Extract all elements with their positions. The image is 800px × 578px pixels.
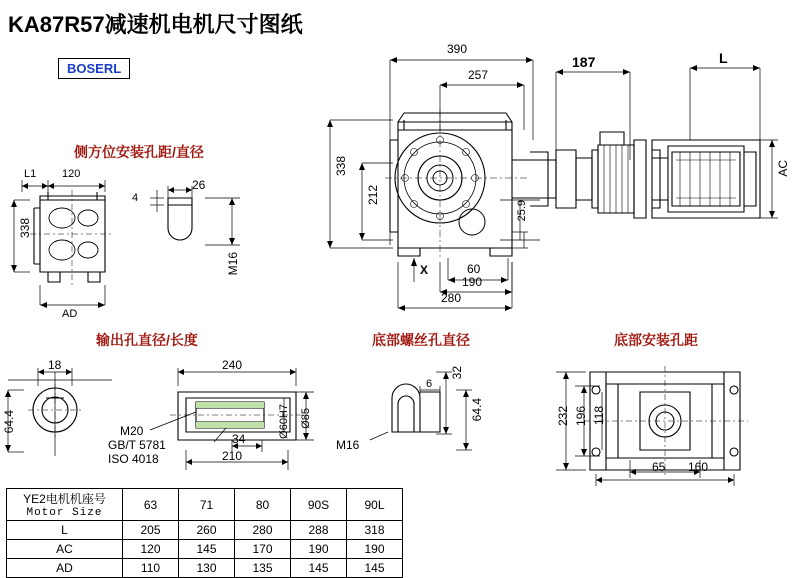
- dim-X: X: [420, 263, 429, 277]
- key-m20: M20: [120, 424, 144, 438]
- row-label: AD: [7, 559, 123, 578]
- row-value: 190: [291, 540, 347, 559]
- dim-338-main: 338: [334, 156, 348, 177]
- dim-L1: L1: [24, 168, 37, 180]
- dim-AD-side: AD: [62, 308, 78, 320]
- row-value: 110: [123, 559, 179, 578]
- dim-338-side: 338: [18, 218, 32, 239]
- size-cell: 90S: [291, 489, 347, 521]
- size-cell: 90L: [347, 489, 403, 521]
- row-value: 145: [347, 559, 403, 578]
- size-cell: 80: [235, 489, 291, 521]
- caption-bottom-screw: 底部螺丝孔直径: [372, 332, 470, 348]
- dim-118: 118: [592, 406, 606, 426]
- dim-65: 65: [652, 460, 666, 474]
- row-value: 130: [179, 559, 235, 578]
- caption-output-bore: 输出孔直径/长度: [96, 332, 198, 348]
- dim-4: 4: [132, 192, 139, 204]
- row-value: 205: [123, 521, 179, 540]
- table-row: [7, 521, 403, 540]
- dim-257: 257: [468, 68, 489, 82]
- row-value: 135: [235, 559, 291, 578]
- dim-280: 280: [441, 291, 462, 305]
- dim-32: 32: [450, 366, 464, 380]
- table-row: [7, 559, 403, 578]
- row-label: AC: [7, 540, 123, 559]
- dim-187: 187: [572, 54, 596, 70]
- dim-AC-main: AC: [776, 160, 790, 177]
- dim-390: 390: [447, 42, 468, 56]
- motor-size-header-en: Motor Size: [26, 507, 103, 519]
- dim-232: 232: [556, 406, 570, 427]
- dim-26: 26: [192, 178, 206, 192]
- table-row: [7, 540, 403, 559]
- dim-190: 190: [462, 275, 483, 289]
- dim-120: 120: [62, 168, 81, 180]
- dim-212: 212: [366, 185, 380, 206]
- row-value: 260: [179, 521, 235, 540]
- size-cell: 71: [179, 489, 235, 521]
- motor-size-header-cn: YE2电机机座号: [23, 492, 106, 506]
- dim-M16-screw: M16: [336, 438, 360, 452]
- key-gb: GB/T 5781: [108, 438, 166, 452]
- row-value: 318: [347, 521, 403, 540]
- row-value: 190: [347, 540, 403, 559]
- caption-side-mount: 侧方位安装孔距/直径: [74, 144, 204, 160]
- motor-size-header: [7, 489, 123, 521]
- dim-85: Ø85: [300, 408, 312, 429]
- dim-L-motor: L: [719, 50, 728, 66]
- dim-196: 196: [574, 406, 588, 427]
- dim-18: 18: [48, 358, 62, 372]
- size-cell: 63: [123, 489, 179, 521]
- dim-64-4-output: 64.4: [2, 410, 16, 434]
- row-label: L: [7, 521, 123, 540]
- dim-160: 160: [688, 460, 709, 474]
- brand-logo: BOSERL: [58, 58, 130, 79]
- row-value: 145: [179, 540, 235, 559]
- caption-bottom-mount: 底部安装孔距: [614, 332, 698, 348]
- dim-64-4-screw: 64.4: [470, 398, 484, 422]
- dim-34: 34: [232, 432, 246, 446]
- spec-table: [6, 488, 403, 578]
- dim-210: 210: [222, 449, 243, 463]
- dim-240: 240: [222, 358, 243, 372]
- dim-25-9: 25.9: [516, 200, 528, 222]
- page-title: KA87R57减速机电机尺寸图纸: [8, 12, 303, 37]
- row-value: 120: [123, 540, 179, 559]
- row-value: 280: [235, 521, 291, 540]
- dim-60: 60: [467, 262, 481, 276]
- key-iso: ISO 4018: [108, 452, 159, 466]
- row-value: 170: [235, 540, 291, 559]
- dim-M16-side: M16: [226, 252, 240, 276]
- row-value: 288: [291, 521, 347, 540]
- dim-60h7: Ø60H7: [278, 404, 290, 439]
- dim-6: 6: [426, 378, 433, 390]
- row-value: 145: [291, 559, 347, 578]
- table-row-header: [7, 489, 403, 521]
